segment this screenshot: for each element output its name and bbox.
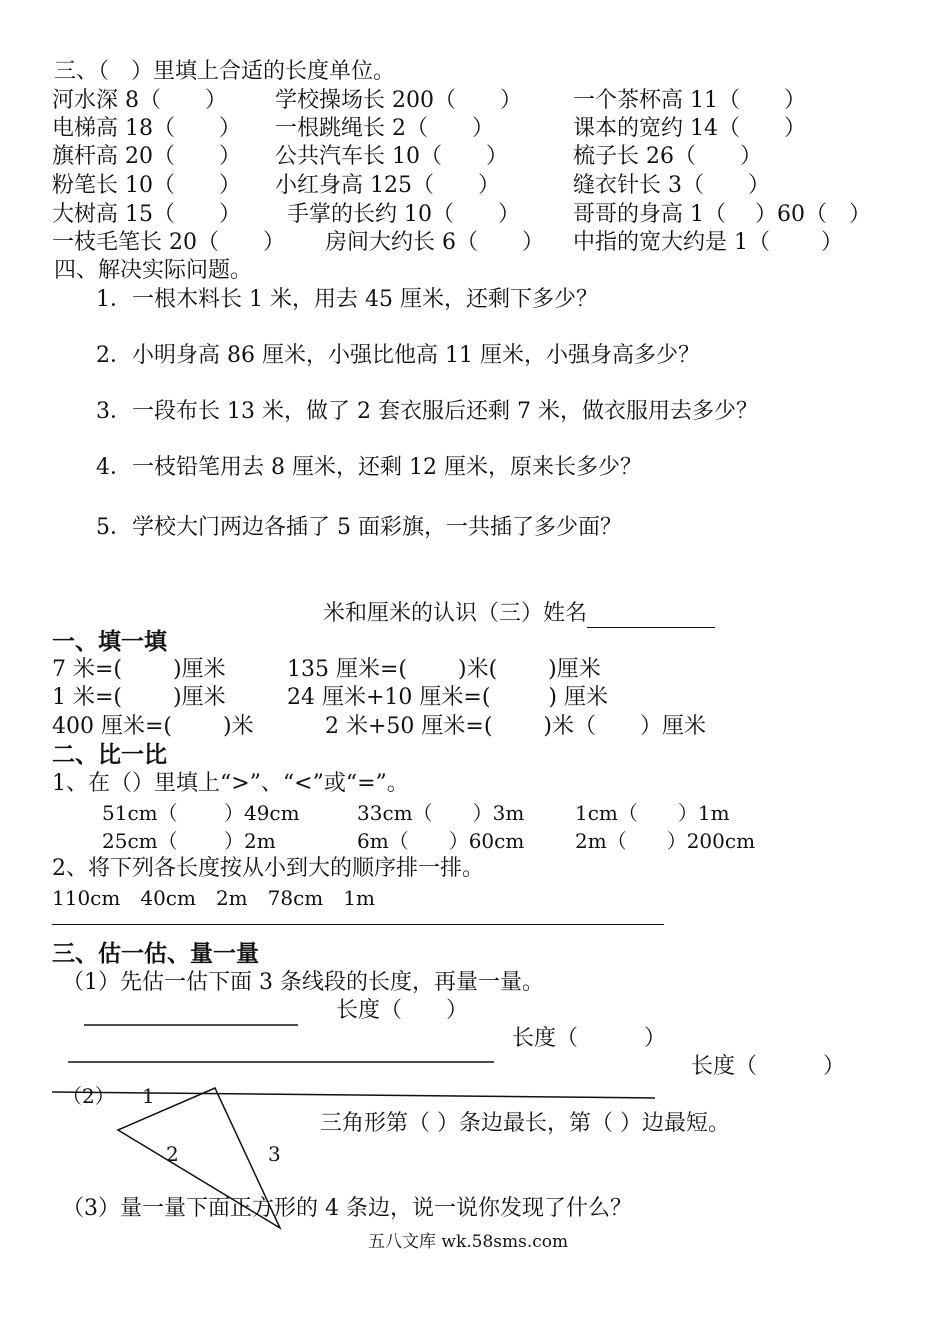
- unit-item: 课本的宽约 14（ ）: [573, 116, 806, 141]
- unit-item: 一个茶杯高 11（ ）: [573, 88, 806, 113]
- question-2-label: （2）: [62, 1084, 115, 1108]
- fill-item: 2 米+50 厘米=( )米（ ）厘米: [325, 714, 707, 739]
- compare-item: 6m（ ）60cm: [357, 829, 525, 853]
- compare-item: 2m（ ）200cm: [575, 829, 756, 853]
- unit-item: 公共汽车长 10（ ）: [275, 144, 508, 169]
- section4-title: 四、解决实际问题。: [54, 258, 253, 283]
- unit-item: 缝衣针长 3（ ）: [573, 173, 770, 198]
- triangle-side-label: 3: [268, 1142, 281, 1166]
- word-problem: 1．一根木料长 1 米，用去 45 厘米，还剩下多少？: [96, 287, 598, 312]
- compare-item: 25cm（ ）2m: [102, 829, 276, 853]
- section3-title: 三、（ ）里填上合适的长度单位。: [54, 59, 396, 84]
- order-instruction: 2、将下列各长度按从小到大的顺序排一排。: [52, 856, 484, 881]
- word-problem: 3．一段布长 13 米，做了 2 套衣服后还剩 7 米，做衣服用去多少？: [96, 399, 758, 424]
- compare-item: 51cm（ ）49cm: [102, 801, 300, 825]
- unit-item: 大树高 15（ ）: [52, 202, 241, 227]
- fill-item: 400 厘米=( )米: [52, 714, 254, 739]
- length-label: 长度（ ）: [691, 1054, 846, 1079]
- fill-item: 24 厘米+10 厘米=( ) 厘米: [287, 685, 608, 710]
- worksheet-title-text: 米和厘米的认识（三）姓名: [323, 601, 588, 626]
- triangle-side-label: 1: [142, 1084, 155, 1108]
- length-label: 长度（ ）: [512, 1026, 667, 1051]
- part1-heading: 一、填一填: [52, 629, 167, 655]
- compare-item: 33cm（ ）3m: [357, 801, 525, 825]
- unit-item: 河水深 8（ ）: [52, 88, 227, 113]
- estimate-instruction: （1）先估一估下面 3 条线段的长度，再量一量。: [62, 970, 544, 995]
- triangle-side-label: 2: [166, 1142, 179, 1166]
- square-question: （3）量一量下面正方形的 4 条边，说一说你发现了什么？: [62, 1196, 632, 1221]
- fill-item: 7 米=( )厘米: [52, 657, 226, 682]
- word-problem: 2．小明身高 86 厘米，小强比他高 11 厘米，小强身高多少？: [96, 343, 700, 368]
- unit-item: 梳子长 26（ ）: [573, 144, 762, 169]
- length-label: 长度（ ）: [336, 998, 469, 1023]
- footer-text: 五八文库 wk.58sms.com: [368, 1232, 569, 1252]
- part2-heading: 二、比一比: [52, 742, 167, 768]
- unit-item: 房间大约长 6（ ）: [325, 230, 544, 255]
- compare-item: 1cm（ ）1m: [575, 801, 730, 825]
- triangle-question: 三角形第（ ）条边最长，第（ ）边最短。: [320, 1111, 730, 1136]
- unit-item: 粉笔长 10（ ）: [52, 173, 241, 198]
- fill-item: 1 米=( )厘米: [52, 685, 226, 710]
- unit-item: 中指的宽大约是 1（ ）: [573, 230, 843, 255]
- unit-item: 一根跳绳长 2（ ）: [275, 116, 494, 141]
- unit-item: 手掌的长约 10（ ）: [287, 202, 520, 227]
- unit-item: 旗杆高 20（ ）: [52, 144, 241, 169]
- part3-heading: 三、估一估、量一量: [52, 941, 259, 967]
- unit-item: 一枝毛笔长 20（ ）: [52, 230, 285, 255]
- unit-item: 学校操场长 200（ ）: [275, 88, 522, 113]
- unit-item: 小红身高 125（ ）: [275, 173, 500, 198]
- unit-item: 电梯高 18（ ）: [52, 116, 241, 141]
- length-list: 110cm 40cm 2m 78cm 1m: [52, 886, 375, 910]
- compare-instruction: 1、在（）里填上“>”、“<”或“=”。: [52, 771, 409, 796]
- fill-item: 135 厘米=( )米( )厘米: [287, 657, 601, 682]
- word-problem: 4．一枝铅笔用去 8 厘米，还剩 12 厘米，原来长多少？: [96, 455, 642, 480]
- unit-item: 哥哥的身高 1（ ）60（ ）: [573, 202, 871, 227]
- word-problem: 5．学校大门两边各插了 5 面彩旗，一共插了多少面？: [96, 515, 622, 540]
